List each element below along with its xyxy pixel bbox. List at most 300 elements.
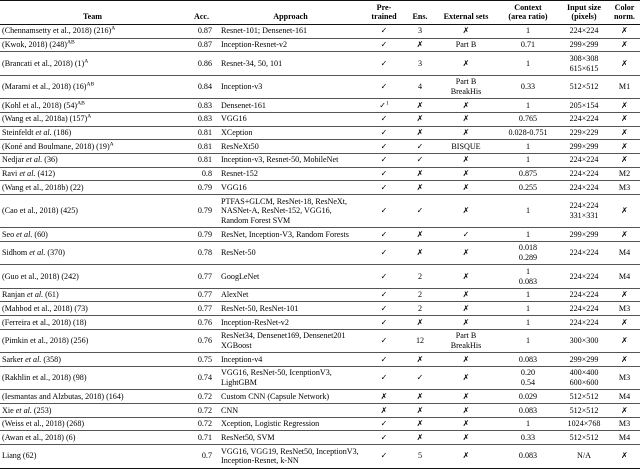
cell-ensemble <box>405 181 435 195</box>
cross-icon: ✗ <box>416 317 424 327</box>
cell-context: 1 <box>497 52 559 75</box>
cell-color-norm: M3 <box>609 181 640 195</box>
cell-color-norm: M3 <box>609 302 640 316</box>
cell-input-size: 224×224 <box>559 288 609 302</box>
header-row <box>0 1 640 25</box>
check-icon: ✓ <box>380 419 388 429</box>
cell-context: 1 <box>497 288 559 302</box>
table-row <box>0 353 640 367</box>
cell-external-sets <box>435 153 497 167</box>
cell-approach: VGG16 <box>218 181 363 195</box>
cell-context: 1 <box>497 99 559 113</box>
cell-pretrained <box>363 329 405 352</box>
cell-external-sets <box>435 265 497 288</box>
cell-color-norm: M3 <box>609 366 640 389</box>
cell-ensemble <box>405 353 435 367</box>
column-header-approach: Approach <box>218 1 363 25</box>
cell-color-norm: M4 <box>609 431 640 445</box>
cell-input-size: 229×229 <box>559 126 609 140</box>
check-icon: ✓ <box>380 82 388 92</box>
cell-color-norm: M4 <box>609 390 640 404</box>
cross-icon: ✗ <box>462 303 470 313</box>
table-row <box>0 167 640 181</box>
check-icon: ✓ <box>380 248 388 258</box>
cell-input-size: 299×299 <box>559 353 609 367</box>
cell-team: Ravi et al. (412) <box>0 167 185 181</box>
approach-stack: ResNet34, Densenet169, Densenet201 XGBoost <box>221 331 346 351</box>
table-row <box>0 404 640 418</box>
cell-ensemble <box>405 417 435 431</box>
cell-input-size: 224×224 <box>559 302 609 316</box>
cell-context: 0.028-0.751 <box>497 126 559 140</box>
cross-icon: ✗ <box>462 290 470 300</box>
column-header-context-line1: Context <box>514 3 542 12</box>
table-header <box>0 1 640 25</box>
check-icon: ✓ <box>380 128 388 138</box>
cell-approach: XCeption <box>218 126 363 140</box>
cell-accuracy: 0.77 <box>185 302 218 316</box>
cell-ensemble: 12 <box>405 329 435 352</box>
cell-pretrained <box>363 181 405 195</box>
table-row <box>0 329 640 352</box>
cell-team: (Rakhlin et al., 2018) (98) <box>0 366 185 389</box>
cell-team: Ranjan et al. (61) <box>0 288 185 302</box>
cell-accuracy: 0.74 <box>185 366 218 389</box>
cell-ensemble <box>405 112 435 126</box>
cross-icon: ✗ <box>416 128 424 138</box>
cross-icon: ✗ <box>621 229 628 239</box>
cross-icon: ✗ <box>380 405 388 415</box>
cell-context: 1 <box>497 24 559 38</box>
cell-pretrained <box>363 431 405 445</box>
cell-accuracy: 0.77 <box>185 288 218 302</box>
cross-icon: ✗ <box>416 182 424 192</box>
cell-context: 1 <box>497 140 559 154</box>
cross-icon: ✗ <box>462 373 470 383</box>
cell-context: 0.083 <box>497 404 559 418</box>
column-header-team: Team <box>0 1 185 25</box>
pretrained-footnote-marker: 1 <box>385 99 389 106</box>
cell-context: 0.33 <box>497 431 559 445</box>
cell-context: 0.765 <box>497 112 559 126</box>
cell-external-sets <box>435 431 497 445</box>
cross-icon: ✗ <box>621 26 628 36</box>
cross-icon: ✗ <box>621 114 628 124</box>
check-icon: ✓ <box>380 290 388 300</box>
column-header-input-size <box>559 1 609 25</box>
cell-approach: Inception-ResNet-v2 <box>218 316 363 330</box>
cross-icon: ✗ <box>621 40 628 50</box>
cell-color-norm: M2 <box>609 167 640 181</box>
table-row <box>0 153 640 167</box>
cell-team: Sarker et al. (358) <box>0 353 185 367</box>
cell-pretrained <box>363 265 405 288</box>
column-header-pretrained-line2: trained <box>371 12 397 22</box>
check-icon: ✓ <box>380 303 388 313</box>
cell-external-sets <box>435 366 497 389</box>
cell-accuracy: 0.87 <box>185 38 218 52</box>
cell-input-size: 224×224 <box>559 112 609 126</box>
cell-approach: Inception-v4 <box>218 353 363 367</box>
cell-ensemble: 3 <box>405 24 435 38</box>
cell-input-size: 224×224 <box>559 181 609 195</box>
cell-pretrained <box>363 24 405 38</box>
cross-icon: ✗ <box>416 391 424 401</box>
table-row <box>0 265 640 288</box>
cell-ensemble <box>405 195 435 228</box>
cross-icon: ✗ <box>621 317 628 327</box>
table-row <box>0 390 640 404</box>
cross-icon: ✗ <box>416 354 424 364</box>
cross-icon: ✗ <box>380 391 388 401</box>
external-sets-stack: Part B BreakHis <box>450 331 482 351</box>
input-size-stack: 400×400 600×600 <box>569 368 599 388</box>
cross-icon: ✗ <box>621 141 628 151</box>
table-row <box>0 75 640 98</box>
cross-icon: ✗ <box>416 100 424 110</box>
input-size-stack: 224×224 331×331 <box>569 201 599 221</box>
column-header-ensemble: Ens. <box>405 1 435 25</box>
cell-context: 1 <box>497 195 559 228</box>
cell-approach: Resnet-101; Densenet-161 <box>218 24 363 38</box>
cell-approach: Densenet-161 <box>218 99 363 113</box>
cell-approach <box>218 195 363 228</box>
cell-external-sets <box>435 126 497 140</box>
cross-icon: ✗ <box>621 451 628 461</box>
cell-color-norm <box>609 329 640 352</box>
table-row <box>0 241 640 264</box>
cell-team: Seo et al. (60) <box>0 228 185 242</box>
cell-color-norm <box>609 140 640 154</box>
table-row <box>0 445 640 468</box>
cell-color-norm <box>609 153 640 167</box>
cell-accuracy: 0.87 <box>185 24 218 38</box>
table-row <box>0 417 640 431</box>
column-header-input-line2: (pixels) <box>571 12 597 22</box>
cell-accuracy: 0.72 <box>185 417 218 431</box>
check-icon: ✓ <box>416 373 424 383</box>
cell-input-size: 224×224 <box>559 153 609 167</box>
cell-external-sets <box>435 417 497 431</box>
cross-icon: ✗ <box>621 405 628 415</box>
cell-input-size: 512×512 <box>559 404 609 418</box>
table-row <box>0 126 640 140</box>
cross-icon: ✗ <box>462 405 470 415</box>
cell-color-norm <box>609 24 640 38</box>
cell-ensemble <box>405 167 435 181</box>
cell-accuracy: 0.8 <box>185 167 218 181</box>
cell-input-size: 1024×768 <box>559 417 609 431</box>
cell-ensemble <box>405 431 435 445</box>
cell-ensemble: 4 <box>405 75 435 98</box>
cell-external-sets <box>435 445 497 468</box>
table-row <box>0 228 640 242</box>
cell-pretrained <box>363 99 405 113</box>
cell-accuracy: 0.86 <box>185 52 218 75</box>
table-row <box>0 24 640 38</box>
cross-icon: ✗ <box>416 40 424 50</box>
cell-input-size: N/A <box>559 445 609 468</box>
column-header-pretrained-line1: Pre- <box>376 3 392 12</box>
cell-external-sets <box>435 316 497 330</box>
check-icon: ✓ <box>462 229 470 239</box>
cell-input-size: 224×224 <box>559 265 609 288</box>
cell-team: (Ferreira et al., 2018) (18) <box>0 316 185 330</box>
cell-input-size: 512×512 <box>559 390 609 404</box>
cell-team: (Awan et al., 2018) (6) <box>0 431 185 445</box>
cell-approach: ResNeXt50 <box>218 140 363 154</box>
cell-pretrained <box>363 353 405 367</box>
column-header-color-line2: norm. <box>614 12 635 22</box>
cell-input-size: 300×300 <box>559 329 609 352</box>
cell-input-size <box>559 195 609 228</box>
cell-approach <box>218 329 363 352</box>
cell-ensemble <box>405 404 435 418</box>
cross-icon: ✗ <box>416 405 424 415</box>
cross-icon: ✗ <box>416 229 424 239</box>
cross-icon: ✗ <box>462 317 470 327</box>
cell-context <box>497 366 559 389</box>
cell-external-sets <box>435 99 497 113</box>
context-stack: 0.018 0.289 <box>518 243 538 263</box>
team-superscript: AB <box>66 39 75 46</box>
cell-ensemble <box>405 126 435 140</box>
cell-external-sets <box>435 288 497 302</box>
cell-approach: Inception-v3 <box>218 75 363 98</box>
check-icon: ✓ <box>380 26 388 36</box>
cell-input-size: 512×512 <box>559 431 609 445</box>
cell-context: 1 <box>497 329 559 352</box>
cell-external-sets <box>435 112 497 126</box>
cell-input-size: 224×224 <box>559 167 609 181</box>
cross-icon: ✗ <box>621 206 628 216</box>
check-icon: ✓ <box>380 155 388 165</box>
cell-context: 1 <box>497 316 559 330</box>
cell-context <box>497 265 559 288</box>
cell-pretrained <box>363 417 405 431</box>
team-superscript: A <box>111 25 116 32</box>
cell-approach: CNN <box>218 404 363 418</box>
cell-external-sets <box>435 52 497 75</box>
cell-accuracy: 0.81 <box>185 140 218 154</box>
table-row <box>0 38 640 52</box>
cross-icon: ✗ <box>462 206 470 216</box>
cell-approach: GoogLeNet <box>218 265 363 288</box>
cell-pretrained <box>363 241 405 264</box>
cell-context: 0.71 <box>497 38 559 52</box>
check-icon: ✓ <box>416 206 424 216</box>
cross-icon: ✗ <box>621 336 628 346</box>
table-row <box>0 302 640 316</box>
cell-team: (Kohl et al., 2018) $(54)^{AB}$ <box>0 99 185 113</box>
cell-color-norm <box>609 228 640 242</box>
cross-icon: ✗ <box>621 128 628 138</box>
team-superscript: A <box>87 113 92 120</box>
cross-icon: ✗ <box>416 169 424 179</box>
cross-icon: ✗ <box>462 169 470 179</box>
approach-stack: PTFAS+GLCM, ResNet-18, ResNeXt, NASNet-A, ResNet-152, VGG16, Random Forest SVM <box>221 196 348 225</box>
cell-ensemble <box>405 390 435 404</box>
cell-context: 0.083 <box>497 353 559 367</box>
cell-color-norm: M4 <box>609 265 640 288</box>
cell-accuracy: 0.79 <box>185 195 218 228</box>
external-sets-stack: Part B BreakHis <box>450 77 482 96</box>
cell-team: (Cao et al., 2018) (425) <box>0 195 185 228</box>
cell-team: (Weiss et al., 2018) (268) <box>0 417 185 431</box>
cell-ensemble <box>405 316 435 330</box>
cell-ensemble <box>405 228 435 242</box>
check-icon: ✓ <box>380 169 388 179</box>
cell-team: (Mahbod et al., 2018) (73) <box>0 302 185 316</box>
cell-ensemble: 2 <box>405 302 435 316</box>
cell-color-norm <box>609 112 640 126</box>
check-icon: ✓ <box>379 100 386 110</box>
cell-accuracy: 0.72 <box>185 390 218 404</box>
check-icon: ✓ <box>380 317 388 327</box>
column-header-context-line2: (area ratio) <box>508 12 548 22</box>
cell-ensemble: 2 <box>405 265 435 288</box>
approach-stack: VGG16, VGG19, ResNet50, InceptionV3, Inception-Resnet, k-NN <box>221 446 359 466</box>
cell-pretrained <box>363 228 405 242</box>
cell-ensemble: 5 <box>405 445 435 468</box>
cell-color-norm: M4 <box>609 241 640 264</box>
team-superscript: A <box>109 141 114 148</box>
cell-color-norm <box>609 404 640 418</box>
cell-pretrained <box>363 112 405 126</box>
cross-icon: ✗ <box>416 248 424 258</box>
cell-context: 0.255 <box>497 181 559 195</box>
table-row <box>0 288 640 302</box>
cell-approach: VGG16 <box>218 112 363 126</box>
cell-ensemble: 2 <box>405 288 435 302</box>
cell-approach: Resnet-34, 50, 101 <box>218 52 363 75</box>
cell-external-sets <box>435 167 497 181</box>
column-header-pretrained <box>363 1 405 25</box>
cross-icon: ✗ <box>621 100 628 110</box>
check-icon: ✓ <box>416 141 424 151</box>
cell-pretrained <box>363 366 405 389</box>
cell-pretrained <box>363 52 405 75</box>
cell-context: 0.33 <box>497 75 559 98</box>
cell-accuracy: 0.78 <box>185 241 218 264</box>
cell-pretrained <box>363 75 405 98</box>
cross-icon: ✗ <box>462 354 470 364</box>
cell-pretrained <box>363 445 405 468</box>
cross-icon: ✗ <box>416 432 424 442</box>
cell-team: (Iesmantas and Alzbutas, 2018) (164) <box>0 390 185 404</box>
cell-ensemble <box>405 366 435 389</box>
check-icon: ✓ <box>380 58 388 68</box>
cell-accuracy: 0.83 <box>185 99 218 113</box>
table-row <box>0 195 640 228</box>
team-superscript: AB <box>77 99 85 106</box>
context-stack: 0.20 0.54 <box>520 368 536 388</box>
cell-accuracy: 0.83 <box>185 112 218 126</box>
cross-icon: ✗ <box>462 419 470 429</box>
cell-color-norm <box>609 38 640 52</box>
table-body <box>0 24 640 468</box>
team-superscript: A <box>84 58 89 64</box>
cell-color-norm <box>609 195 640 228</box>
cell-approach: ResNet, Inception-V3, Random Forests <box>218 228 363 242</box>
cell-external-sets: BISQUE <box>435 140 497 154</box>
cell-color-norm <box>609 99 640 113</box>
cell-team: Xie et al. (253) <box>0 404 185 418</box>
column-header-external-sets: External sets <box>435 1 497 25</box>
cell-color-norm <box>609 126 640 140</box>
cross-icon: ✗ <box>462 451 470 461</box>
cell-pretrained <box>363 167 405 181</box>
cell-input-size <box>559 366 609 389</box>
cell-external-sets <box>435 302 497 316</box>
cell-approach: Resnet-152 <box>218 167 363 181</box>
cell-ensemble <box>405 99 435 113</box>
cross-icon: ✗ <box>462 432 470 442</box>
cell-team: (Chennamsetty et al., 2018) $(216)^A$ <box>0 24 185 38</box>
cross-icon: ✗ <box>621 58 628 68</box>
cell-approach: ResNet-50 <box>218 241 363 264</box>
cell-input-size: 299×299 <box>559 38 609 52</box>
check-icon: ✓ <box>416 155 424 165</box>
table-row <box>0 366 640 389</box>
cross-icon: ✗ <box>462 391 470 401</box>
check-icon: ✓ <box>380 354 388 364</box>
cell-color-norm <box>609 445 640 468</box>
cell-context: 1 <box>497 228 559 242</box>
cross-icon: ✗ <box>621 155 628 165</box>
cell-input-size: 205×154 <box>559 99 609 113</box>
cross-icon: ✗ <box>462 58 470 68</box>
cross-icon: ✗ <box>462 100 470 110</box>
cell-ensemble <box>405 153 435 167</box>
column-header-context <box>497 1 559 25</box>
cell-accuracy: 0.84 <box>185 75 218 98</box>
cell-ensemble <box>405 241 435 264</box>
cell-input-size: 224×224 <box>559 316 609 330</box>
cell-color-norm <box>609 353 640 367</box>
cell-context: 1 <box>497 153 559 167</box>
cell-input-size: 512×512 <box>559 75 609 98</box>
cell-accuracy: 0.75 <box>185 353 218 367</box>
check-icon: ✓ <box>380 451 388 461</box>
cell-context: 0.083 <box>497 445 559 468</box>
cell-context: 0.875 <box>497 167 559 181</box>
cross-icon: ✗ <box>621 354 628 364</box>
cross-icon: ✗ <box>462 114 470 124</box>
table-row <box>0 112 640 126</box>
cell-team: (Marami et al., 2018) $(16)^{AB}$ <box>0 75 185 98</box>
cell-team: (Wang et al., 2018a) $(157)^A$ <box>0 112 185 126</box>
cell-context: 1 <box>497 302 559 316</box>
input-size-stack: 308×308 615×615 <box>569 53 599 73</box>
column-header-input-line1: Input size <box>567 3 601 12</box>
cell-accuracy: 0.81 <box>185 126 218 140</box>
table-row <box>0 140 640 154</box>
cell-external-sets <box>435 181 497 195</box>
cell-input-size <box>559 52 609 75</box>
cell-external-sets <box>435 329 497 352</box>
cell-approach: Inception-Resnet-v2 <box>218 38 363 52</box>
cell-pretrained <box>363 288 405 302</box>
cell-team: Nedjar et al. (36) <box>0 153 185 167</box>
cross-icon: ✗ <box>462 271 470 281</box>
cell-team: (Wang et al., 2018b) (22) <box>0 181 185 195</box>
approach-stack: VGG16, ResNet-50, IcenptionV3, LightGBM <box>221 368 332 388</box>
cell-external-sets <box>435 195 497 228</box>
cell-approach: ResNet-50, ResNet-101 <box>218 302 363 316</box>
cell-ensemble <box>405 38 435 52</box>
cell-input-size: 299×299 <box>559 140 609 154</box>
